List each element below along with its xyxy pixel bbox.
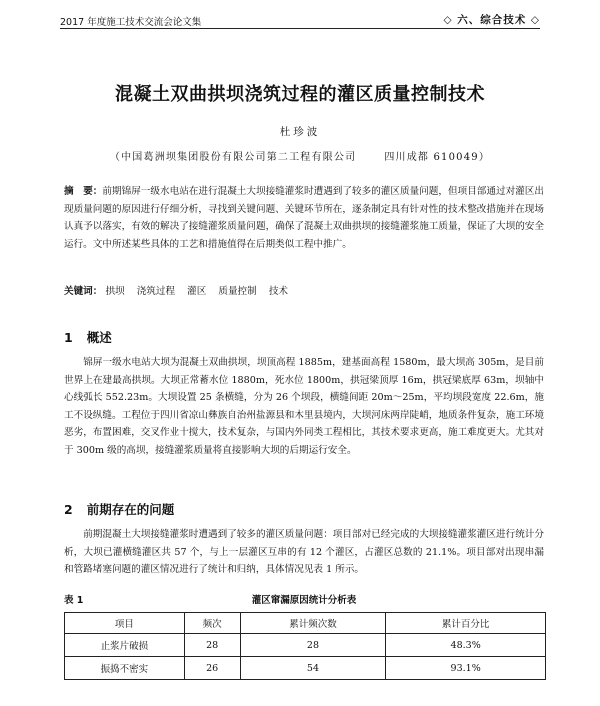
table-row [65,634,546,657]
section-1-paragraph: 锦屏一级水电站大坝为混凝土双曲拱坝，坝顶高程 1885m，建基面高程 1580m，最大坝高 305m，是目前世界上在建最高拱坝。大坝正常蓄水位 1880m，死水位 1800m，拱冠梁顶厚 16m，拱冠梁底厚 63m，坝轴中心线弧长 552.23m。大坝设置 25 条横缝，分为 26 个坝段，横缝间距 20m～25m，平均坝段宽度 22.6m，施工不设纵缝。工程位于四川省凉山彝族自治州盐源县和木里县境内，大坝河床两岸陡峭，地质条件复杂，施工环境恶劣，布置困难，交叉作业十搅大，技术复杂，与国内外同类工程相比，其技术要求更高，施工难度更大。尤其对于 300m 级的高坝，接缝灌浆质量将直接影响大坝的后期运行安全。 [64,357,544,456]
running-header [60,8,540,30]
table-caption [64,592,544,606]
abstract-text: 前期锦屏一级水电站在进行混凝土大坝接缝灌浆时遭遇到了较多的灌区质量问题，但项目部通过对灌区出现质量问题的原因进行仔细分析，寻找到关键问题、关键环节所在，逐条制定具有针对性的技术整改措施并在现场认真予以落实，有效的解决了接缝灌浆质量问题，确保了混凝土双曲拱坝的接缝灌浆施工质量，保证了大坝的安全运行。文中所述某些具体的工艺和措施值得在后期类似工程中推广。 [64,186,545,250]
author-name: 杜珍波 [279,126,321,138]
keyword: 灌区 [187,286,207,297]
section-1-title: 概述 [86,330,112,345]
keyword: 质量控制 [218,286,257,297]
table-cell: 93.1% [386,657,546,680]
section-2-paragraph: 前期混凝土大坝接缝灌浆时遭遇到了较多的灌区质量问题：项目部对已经完成的大坝接缝灌浆灌区进行统计分析，大坝已灌横缝灌区共 57 个，与上一层灌区互串的有 12 个灌区，占灌区总数的 21.1%。项目部对出现串漏和管路堵塞问题的灌区情况进行了统计和归纳，具体情况见表 1 所示。 [64,529,544,576]
section-2-heading [64,500,174,518]
table-header-cell: 项目 [65,613,185,634]
table-header-cell: 累计百分比 [386,613,546,634]
table-row [65,657,546,680]
keyword: 拱坝 [105,286,125,297]
abstract [64,183,544,253]
section-2-title: 前期存在的问题 [86,502,175,517]
table-cell: 28 [240,634,386,657]
defect-statistics-table [64,612,546,680]
keywords [64,283,544,297]
table-cell: 54 [240,657,386,680]
keyword: 技术 [268,286,288,297]
author-affiliation [0,148,600,163]
table-header-cell: 累计频次数 [240,613,386,634]
affiliation-place: 四川成都 610049） [384,152,491,163]
table-header-cell: 频次 [184,613,240,634]
paper-title: 混凝土双曲拱坝浇筑过程的灌区质量控制技术 [115,84,485,105]
keyword: 浇筑过程 [136,286,176,297]
table-title: 灌区窜漏原因统计分析表 [251,595,357,606]
header-section-label: ◇ 六、综合技术 ◇ [443,14,540,26]
section-1-number: 1 [64,330,73,345]
abstract-label: 摘 要： [64,186,103,197]
table-cell: 振捣不密实 [65,657,185,680]
table-cell: 48.3% [386,634,546,657]
table-cell: 26 [184,657,240,680]
section-2-number: 2 [64,502,73,517]
table-header-row [65,613,546,634]
header-rule [60,28,540,29]
header-proceedings-title: 2017 年度施工技术交流会论文集 [60,17,202,28]
table-cell: 28 [184,634,240,657]
table-number: 表 1 [64,595,84,606]
section-1-heading [64,328,112,346]
table-cell: 止浆片破损 [65,634,185,657]
affiliation-org: （中国葛洲坝集团股份有限公司第二工程有限公司 [109,152,357,163]
keywords-label: 关键词： [64,286,103,297]
